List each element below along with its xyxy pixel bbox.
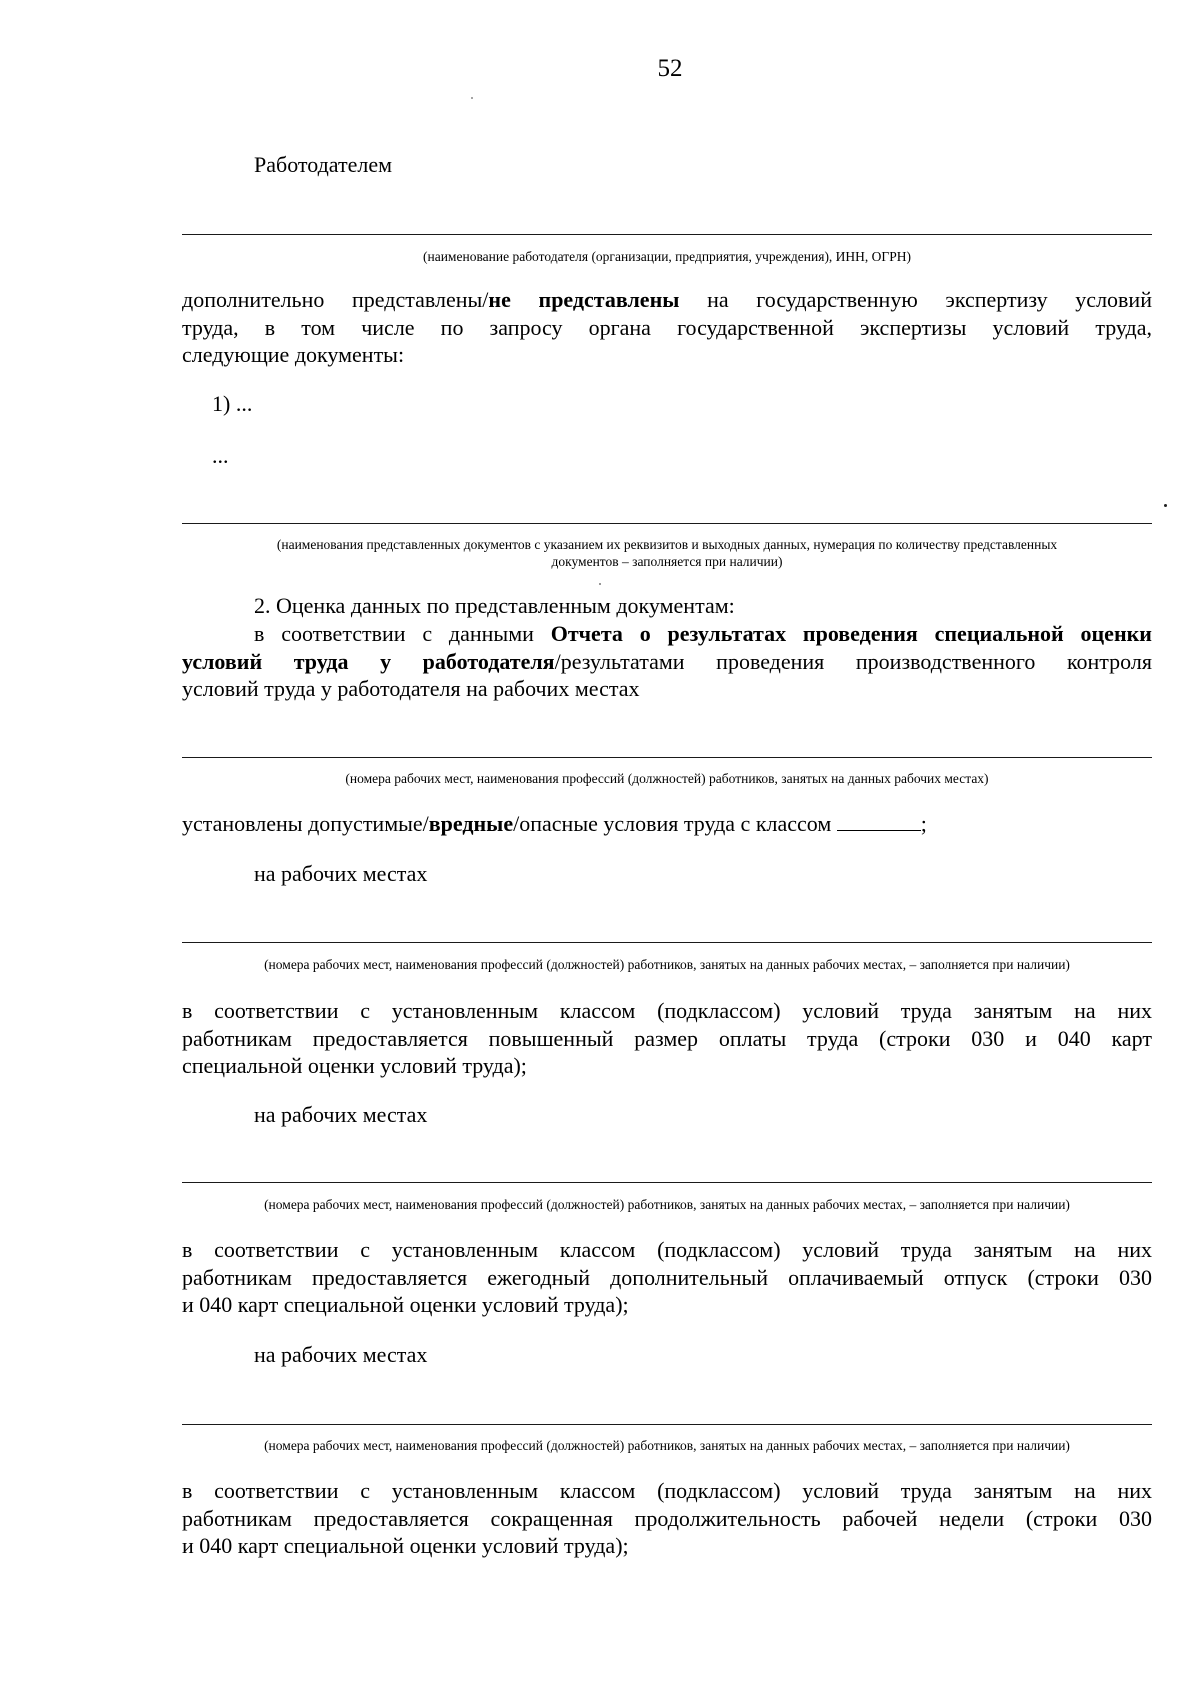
assessment-line-2 bbox=[182, 648, 1152, 676]
documents-item-1: 1) ... bbox=[212, 391, 253, 416]
class-blank-field[interactable] bbox=[837, 812, 921, 831]
pay-line-1: в соответствии с установленным классом (подклассом) условий труда занятым на них bbox=[182, 998, 1152, 1023]
pay-line-3: специальной оценки условий труда); bbox=[182, 1053, 527, 1078]
documents-caption-line-2: документов – заполняется при наличии) bbox=[551, 554, 783, 569]
workplaces-fill-line-3 bbox=[182, 1182, 1152, 1183]
workplaces-optional-caption-3: (номера рабочих мест, наименования профессий (должностей) работников, занятых на данных рабочих местах, – заполняется при наличии) bbox=[264, 1438, 1070, 1453]
conditions-line bbox=[182, 810, 927, 838]
pay-line-2: работникам предоставляется повышенный размер оплаты труда (строки 030 и 040 карт bbox=[182, 1026, 1152, 1051]
workplaces-fill-line bbox=[182, 757, 1152, 758]
documents-caption-line-1: (наименования представленных документов с указанием их реквизитов и выходных данных, нумерация по количеству представленных bbox=[276, 537, 1058, 552]
at-workplaces-label-3: на рабочих местах bbox=[254, 1342, 428, 1367]
page-number: 52 bbox=[657, 55, 683, 82]
leave-line-1: в соответствии с установленным классом (подклассом) условий труда занятым на них bbox=[182, 1237, 1152, 1262]
documents-paragraph-line-2: труда, в том числе по запросу органа государственной экспертизы условий труда, bbox=[182, 315, 1152, 340]
leave-line-2: работникам предоставляется ежегодный дополнительный оплачиваемый отпуск (строки 030 bbox=[182, 1265, 1152, 1290]
employer-caption: (наименование работодателя (организации, предприятия, учреждения), ИНН, ОГРН) bbox=[423, 249, 911, 264]
text-fragment: установлены допустимые/ bbox=[182, 811, 429, 836]
workplaces-fill-line-2 bbox=[182, 942, 1152, 943]
employer-label: Работодателем bbox=[254, 152, 393, 177]
text-fragment: /результатами проведения производственного контроля bbox=[554, 649, 1152, 674]
workplaces-fill-line-4 bbox=[182, 1424, 1152, 1425]
leave-line-3: и 040 карт специальной оценки условий труда); bbox=[182, 1292, 629, 1317]
bold-fragment: не представлены bbox=[488, 287, 680, 312]
bold-fragment: вредные bbox=[428, 811, 514, 836]
text-fragment: /опасные условия труда с классом bbox=[513, 811, 837, 836]
text-fragment: ; bbox=[920, 811, 927, 836]
workplaces-optional-caption-2: (номера рабочих мест, наименования профессий (должностей) работников, занятых на данных рабочих местах, – заполняется при наличии) bbox=[264, 1197, 1070, 1212]
bold-fragment: условий труда у работодателя bbox=[182, 649, 555, 674]
text-fragment: в соответствии с данными bbox=[254, 621, 551, 646]
section-2-heading: 2. Оценка данных по представленным документам: bbox=[254, 593, 735, 618]
at-workplaces-label-1: на рабочих местах bbox=[254, 861, 428, 886]
assessment-line-1 bbox=[254, 620, 1152, 648]
workplaces-optional-caption-1: (номера рабочих мест, наименования профессий (должностей) работников, занятых на данных рабочих местах, – заполняется при наличии) bbox=[264, 957, 1070, 972]
week-line-3: и 040 карт специальной оценки условий труда); bbox=[182, 1533, 629, 1558]
week-line-1: в соответствии с установленным классом (подклассом) условий труда занятым на них bbox=[182, 1478, 1152, 1503]
documents-item-more: ... bbox=[212, 443, 229, 468]
scan-speck bbox=[471, 97, 473, 99]
employer-fill-line bbox=[182, 234, 1152, 235]
scan-speck bbox=[599, 583, 601, 585]
week-line-2: работникам предоставляется сокращенная продолжительность рабочей недели (строки 030 bbox=[182, 1506, 1152, 1531]
documents-paragraph-line-3: следующие документы: bbox=[182, 342, 405, 367]
assessment-line-3: условий труда у работодателя на рабочих местах bbox=[182, 676, 640, 701]
documents-paragraph-line-1 bbox=[182, 286, 1152, 314]
at-workplaces-label-2: на рабочих местах bbox=[254, 1102, 428, 1127]
bold-fragment: Отчета о результатах проведения специальной оценки bbox=[550, 621, 1152, 646]
documents-fill-line bbox=[182, 523, 1152, 524]
scan-speck bbox=[1164, 504, 1167, 507]
text-fragment: дополнительно представлены/ bbox=[182, 287, 489, 312]
text-fragment: на государственную экспертизу условий bbox=[679, 287, 1152, 312]
workplaces-caption: (номера рабочих мест, наименования профессий (должностей) работников, занятых на данных рабочих местах) bbox=[345, 771, 989, 786]
